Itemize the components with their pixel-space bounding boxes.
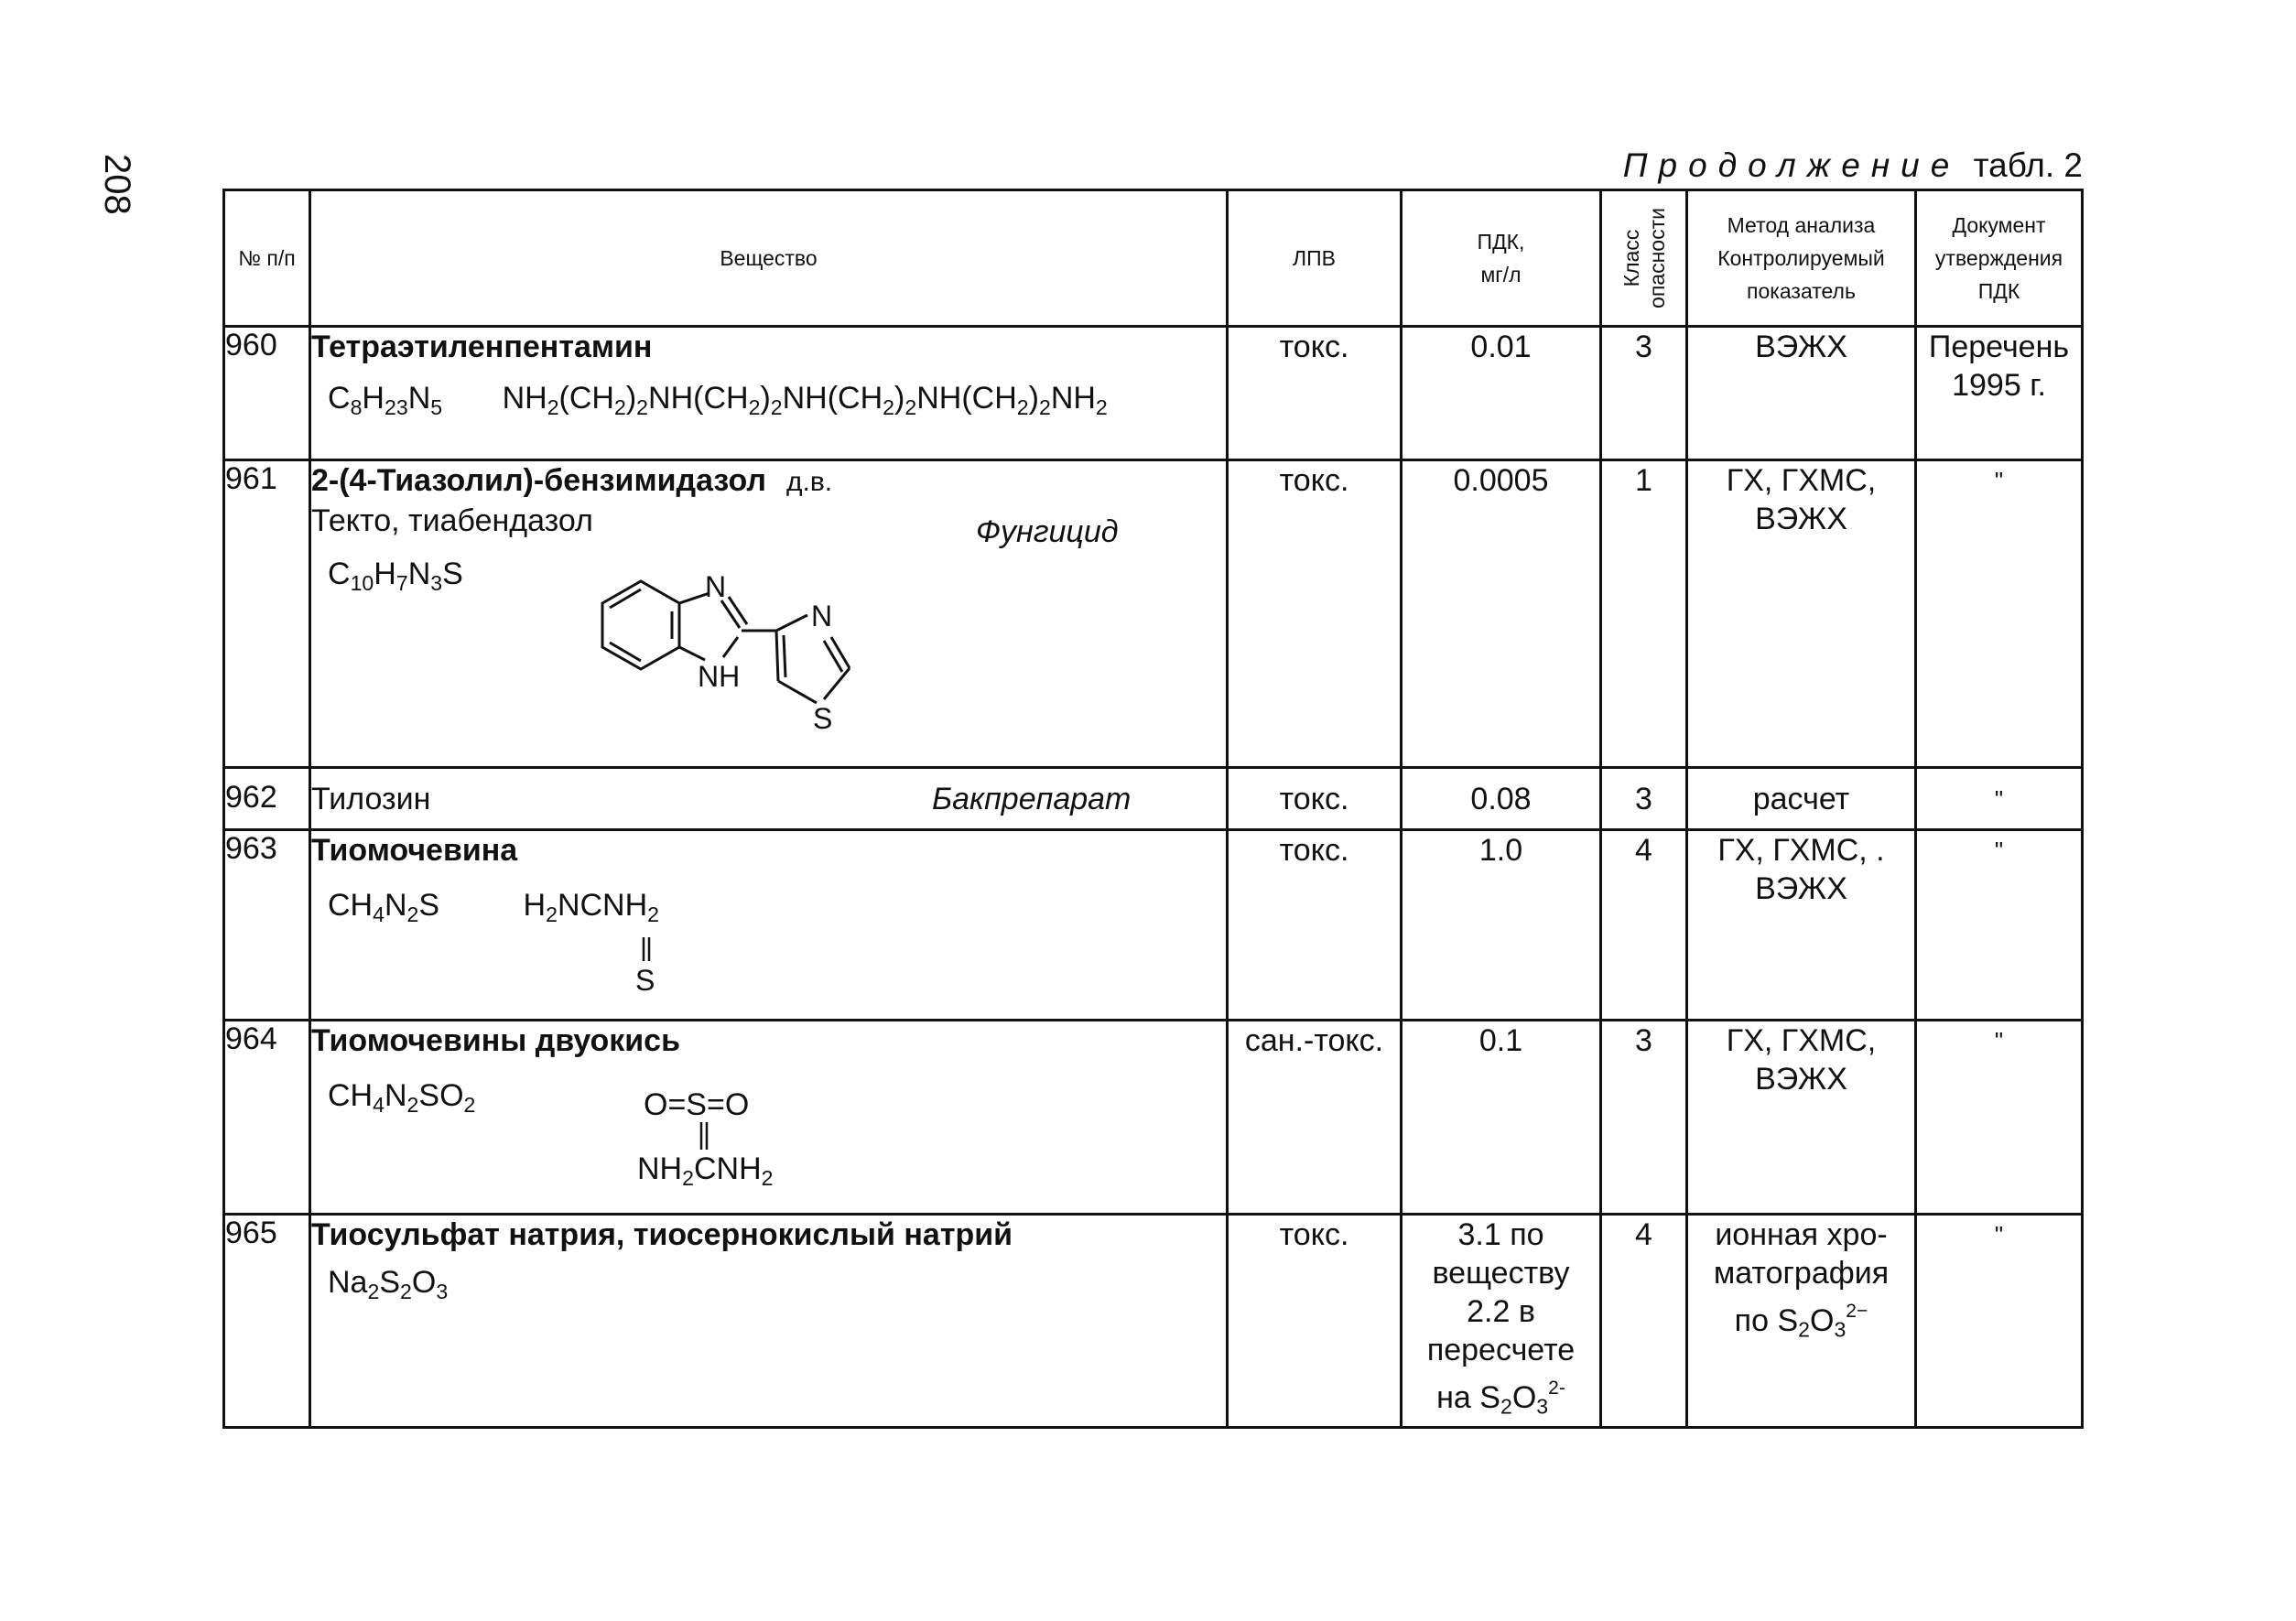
method-cell [1687,1021,1916,1215]
method-cell: ВЭЖХ [1687,327,1916,460]
page-number: 208 [97,154,137,215]
header-method-line1: Метод анализа [1727,213,1876,237]
thiabendazole-structure [558,564,925,747]
continuation-label: Продолжение [1622,146,1961,184]
method-line1: ГХ, ГХМС, . [1717,833,1885,868]
method-line1: ГХ, ГХМС, [1726,463,1877,498]
row-number: 961 [224,460,310,768]
row-number: 962 [224,768,310,830]
method-line2: ВЭЖХ [1755,1062,1847,1097]
header-hazard-line2: опасности [1644,208,1669,308]
pdk-cell: 0.1 [1402,1021,1601,1215]
synonyms: Текто, тиабендазол [311,503,593,538]
method-line1: ионная хро- [1715,1217,1888,1252]
row-number: 965 [224,1215,310,1428]
pdk-cell: 0.01 [1402,327,1601,460]
hazard-class-vertical [1619,208,1670,308]
document-line2: 1995 г. [1952,368,2046,403]
dioxide-bond [687,1120,723,1153]
substance-name: Тилозин [311,782,431,816]
lpv-cell: токс. [1228,460,1402,768]
header-num: № п/п [224,190,310,327]
document-line1: Перечень [1928,330,2070,364]
table-row [224,768,2083,830]
pdk-line4: пересчете [1426,1333,1576,1367]
row-number: 963 [224,830,310,1021]
header-doc-line3: ПДК [1977,279,2020,303]
structural-formula-bottom: $NH_2CNH_2$ [637,1151,774,1190]
method-line3: по $S_2O_3^{2-}$ [1734,1301,1868,1342]
header-doc-line1: Документ [1952,213,2046,237]
use-category: Фунгицид [976,514,1119,549]
pdk-line1: 3.1 по [1457,1217,1544,1252]
header-substance: Вещество [310,190,1228,327]
molecular-formula: $Na_2S_2O_3$ [328,1265,449,1303]
active-ingredient-mark: д.в. [785,467,833,497]
substances-table [222,189,2084,1429]
hazard-class-cell: 1 [1601,460,1687,768]
substance-name: 2-(4-Тиазолил)-бензимидазол [311,463,766,498]
table-row [224,327,2083,460]
substance-name: Тиомочевины двуокись [311,1023,680,1058]
use-category: Бакпрепарат [932,782,1132,816]
document-cell: " [1916,830,2083,1021]
pdk-line5: на $S_2O_3^{2-}$ [1436,1378,1565,1419]
substance-formulas [311,886,1226,934]
table-caption [1623,146,2083,185]
substance-name: Тиосульфат натрия, тиосернокислый натрий [311,1217,1013,1252]
header-doc-line2: утверждения [1934,246,2063,270]
header-pdk [1402,190,1601,327]
structural-formula: $NH_2(CH_2)_2NH(CH_2)_2NH(CH_2)_2NH(CH_2)_2NH_2$ [502,381,1108,419]
structural-formula: $H_2NCNH_2$ [523,888,660,926]
document-cell: " [1916,1215,2083,1428]
document-cell: " [1916,460,2083,768]
method-line2: ВЭЖХ [1755,502,1847,536]
row-number: 960 [224,327,310,460]
document-cell: " [1916,768,2083,830]
method-line2: ВЭЖХ [1755,871,1847,906]
method-cell [1687,830,1916,1021]
hazard-class-cell: 3 [1601,768,1687,830]
pdk-cell: 0.08 [1402,768,1601,830]
pdk-line2: веществу [1432,1256,1570,1291]
lpv-cell: токс. [1228,1215,1402,1428]
atom-n1: N [705,570,727,603]
method-cell [1687,1215,1916,1428]
thiourea-structure [613,930,687,1012]
atom-n2: N [811,600,833,632]
substance-cell [310,830,1228,1021]
structural-formula-top: O=S=O [644,1087,750,1122]
table-row [224,1021,2083,1215]
header-document [1916,190,2083,327]
method-cell [1687,460,1916,768]
method-line1: ГХ, ГХМС, [1726,1023,1877,1058]
table-row [224,1215,2083,1428]
hazard-class-cell: 4 [1601,1215,1687,1428]
lpv-cell: сан.-токс. [1228,1021,1402,1215]
header-pdk-line1: ПДК, [1477,230,1525,254]
document-cell: " [1916,1021,2083,1215]
header-method-line2: Контролируемый [1717,246,1885,270]
row-number: 964 [224,1021,310,1215]
molecular-formula: $CH_4N_2S$ [328,888,440,926]
atom-s: S [635,964,655,997]
pdk-cell: 1.0 [1402,830,1601,1021]
lpv-cell: токс. [1228,327,1402,460]
document-cell [1916,327,2083,460]
molecular-formula: $CH_4N_2SO_2$ [328,1078,476,1117]
table-row [224,460,2083,768]
pdk-line3: 2.2 в [1467,1294,1535,1329]
lpv-cell: токс. [1228,768,1402,830]
hazard-class-cell: 3 [1601,1021,1687,1215]
header-hazard-class [1601,190,1687,327]
molecular-formula: $C_8H_{23}N_5$ [328,381,443,419]
substance-cell [310,1021,1228,1215]
header-pdk-line2: мг/л [1480,263,1522,286]
lpv-cell: токс. [1228,830,1402,1021]
header-hazard-line1: Класс [1619,229,1643,287]
header-lpv: ЛПВ [1228,190,1402,327]
header-method [1687,190,1916,327]
substance-name: Тетраэтиленпентамин [311,330,653,364]
table-row [224,830,2083,1021]
substance-cell [310,768,1228,830]
substance-cell [310,327,1228,460]
table-header-row [224,190,2083,327]
hazard-class-cell: 3 [1601,327,1687,460]
pdk-cell: 0.0005 [1402,460,1601,768]
hazard-class-cell: 4 [1601,830,1687,1021]
header-method-line3: показатель [1747,279,1856,303]
molecular-formula: $C_{10}H_7N_3S$ [328,557,463,595]
atom-nh: NH [698,660,741,693]
substance-formulas [311,379,1226,427]
method-cell: расчет [1687,768,1916,830]
atom-s: S [813,702,833,735]
substance-cell [310,1215,1228,1428]
table-reference: табл. 2 [1973,146,2083,184]
method-line2: матография [1713,1256,1890,1291]
substance-name: Тиомочевина [311,833,518,868]
substance-cell [310,460,1228,768]
pdk-cell [1402,1215,1601,1428]
